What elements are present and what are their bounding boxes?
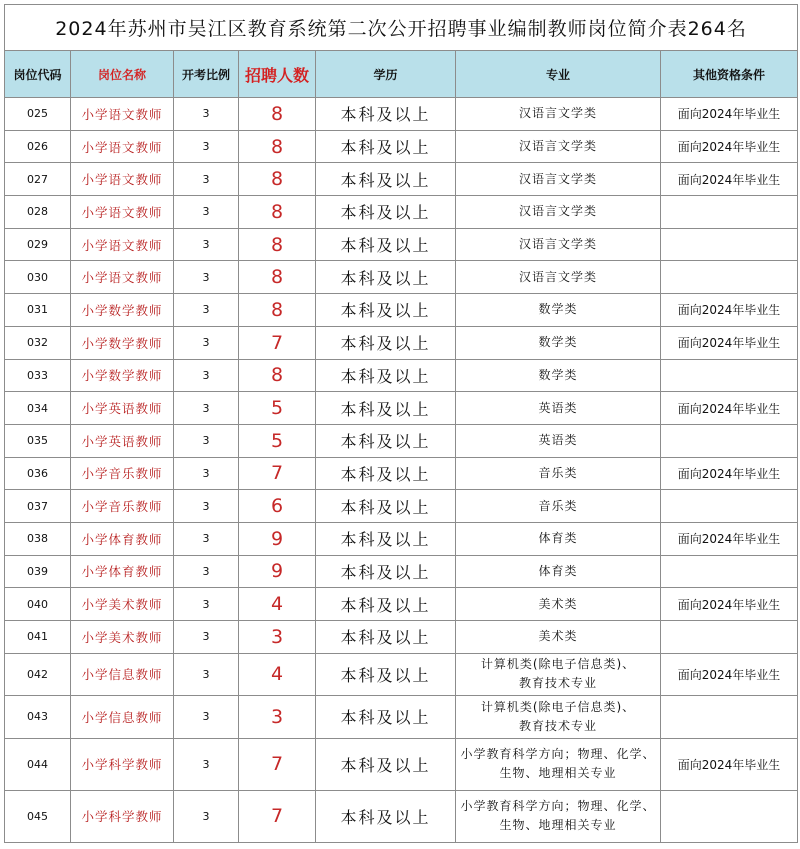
cell-name: 小学信息教师 — [71, 653, 174, 696]
header-major: 专业 — [456, 51, 661, 98]
major-line-2: 教育技术专业 — [518, 676, 597, 691]
cell-ratio: 3 — [174, 359, 239, 392]
cell-name: 小学英语教师 — [71, 392, 174, 425]
header-code: 岗位代码 — [5, 51, 71, 98]
cell-count: 3 — [239, 696, 316, 739]
table-row — [5, 196, 798, 229]
cell-education: 本科及以上 — [316, 424, 456, 457]
table-row — [5, 522, 798, 555]
cell-major: 美术类 — [456, 588, 661, 621]
cell-education: 本科及以上 — [316, 738, 456, 790]
table-row — [5, 130, 798, 163]
cell-code: 045 — [5, 790, 71, 842]
major-line-1: 小学教育科学方向；物理、化学、 — [460, 799, 656, 814]
cell-major: 数学类 — [456, 294, 661, 327]
cell-count: 7 — [239, 457, 316, 490]
cell-education: 本科及以上 — [316, 522, 456, 555]
cell-major — [456, 738, 661, 790]
cell-education: 本科及以上 — [316, 653, 456, 696]
header-ratio: 开考比例 — [174, 51, 239, 98]
cell-ratio: 3 — [174, 522, 239, 555]
table-row — [5, 424, 798, 457]
cell-name: 小学语文教师 — [71, 98, 174, 131]
cell-name: 小学体育教师 — [71, 555, 174, 588]
cell-name: 小学数学教师 — [71, 359, 174, 392]
cell-other — [661, 696, 798, 739]
cell-other — [661, 228, 798, 261]
cell-education: 本科及以上 — [316, 98, 456, 131]
cell-name: 小学美术教师 — [71, 621, 174, 654]
cell-name: 小学数学教师 — [71, 326, 174, 359]
cell-ratio: 3 — [174, 196, 239, 229]
cell-ratio: 3 — [174, 130, 239, 163]
cell-name: 小学语文教师 — [71, 130, 174, 163]
cell-count: 8 — [239, 359, 316, 392]
cell-education: 本科及以上 — [316, 359, 456, 392]
cell-code: 027 — [5, 163, 71, 196]
cell-education: 本科及以上 — [316, 696, 456, 739]
cell-ratio: 3 — [174, 424, 239, 457]
cell-code: 038 — [5, 522, 71, 555]
cell-major: 音乐类 — [456, 457, 661, 490]
cell-code: 029 — [5, 228, 71, 261]
table-row — [5, 457, 798, 490]
cell-major — [456, 653, 661, 696]
cell-other — [661, 261, 798, 294]
cell-other — [661, 359, 798, 392]
header-name: 岗位名称 — [71, 51, 174, 98]
cell-ratio: 3 — [174, 621, 239, 654]
cell-name: 小学科学教师 — [71, 790, 174, 842]
cell-major: 汉语言文学类 — [456, 98, 661, 131]
major-line-2: 生物、地理相关专业 — [499, 766, 617, 781]
cell-code: 040 — [5, 588, 71, 621]
cell-name: 小学语文教师 — [71, 228, 174, 261]
header-row — [5, 51, 798, 98]
cell-count: 8 — [239, 130, 316, 163]
cell-major: 美术类 — [456, 621, 661, 654]
cell-count: 5 — [239, 392, 316, 425]
cell-ratio: 3 — [174, 738, 239, 790]
table-row — [5, 653, 798, 696]
table-row — [5, 490, 798, 523]
cell-major: 体育类 — [456, 522, 661, 555]
cell-other — [661, 196, 798, 229]
table-row — [5, 555, 798, 588]
cell-count: 3 — [239, 621, 316, 654]
cell-count: 8 — [239, 261, 316, 294]
cell-ratio: 3 — [174, 653, 239, 696]
cell-other: 面向2024年毕业生 — [661, 130, 798, 163]
table-row — [5, 326, 798, 359]
cell-other — [661, 790, 798, 842]
cell-count: 8 — [239, 196, 316, 229]
table-row — [5, 359, 798, 392]
cell-ratio: 3 — [174, 457, 239, 490]
cell-name: 小学音乐教师 — [71, 490, 174, 523]
cell-major: 英语类 — [456, 392, 661, 425]
cell-code: 042 — [5, 653, 71, 696]
cell-code: 039 — [5, 555, 71, 588]
cell-ratio: 3 — [174, 163, 239, 196]
cell-education: 本科及以上 — [316, 228, 456, 261]
cell-ratio: 3 — [174, 588, 239, 621]
cell-other: 面向2024年毕业生 — [661, 98, 798, 131]
cell-code: 044 — [5, 738, 71, 790]
cell-ratio: 3 — [174, 261, 239, 294]
cell-count: 4 — [239, 588, 316, 621]
table-row — [5, 163, 798, 196]
table-row — [5, 696, 798, 739]
cell-ratio: 3 — [174, 696, 239, 739]
table-title: 2024年苏州市吴江区教育系统第二次公开招聘事业编制教师岗位简介表264名 — [5, 5, 798, 51]
cell-ratio: 3 — [174, 790, 239, 842]
cell-other: 面向2024年毕业生 — [661, 392, 798, 425]
cell-code: 026 — [5, 130, 71, 163]
cell-education: 本科及以上 — [316, 790, 456, 842]
major-line-1: 小学教育科学方向；物理、化学、 — [460, 747, 656, 762]
cell-ratio: 3 — [174, 228, 239, 261]
cell-other: 面向2024年毕业生 — [661, 588, 798, 621]
cell-education: 本科及以上 — [316, 490, 456, 523]
cell-ratio: 3 — [174, 392, 239, 425]
cell-education: 本科及以上 — [316, 621, 456, 654]
cell-education: 本科及以上 — [316, 555, 456, 588]
cell-major: 汉语言文学类 — [456, 130, 661, 163]
cell-count: 5 — [239, 424, 316, 457]
cell-name: 小学数学教师 — [71, 294, 174, 327]
cell-ratio: 3 — [174, 98, 239, 131]
major-line-1: 计算机类(除电子信息类)、 — [480, 699, 636, 714]
cell-education: 本科及以上 — [316, 326, 456, 359]
cell-education: 本科及以上 — [316, 457, 456, 490]
table-row — [5, 790, 798, 842]
cell-education: 本科及以上 — [316, 294, 456, 327]
cell-name: 小学语文教师 — [71, 163, 174, 196]
cell-code: 030 — [5, 261, 71, 294]
cell-count: 8 — [239, 294, 316, 327]
cell-education: 本科及以上 — [316, 130, 456, 163]
cell-count: 6 — [239, 490, 316, 523]
cell-other: 面向2024年毕业生 — [661, 653, 798, 696]
cell-education: 本科及以上 — [316, 196, 456, 229]
position-table-sheet — [4, 4, 797, 843]
cell-count: 4 — [239, 653, 316, 696]
table-row — [5, 392, 798, 425]
cell-name: 小学体育教师 — [71, 522, 174, 555]
cell-other: 面向2024年毕业生 — [661, 457, 798, 490]
cell-name: 小学语文教师 — [71, 261, 174, 294]
table-row — [5, 738, 798, 790]
table-body — [5, 98, 798, 843]
cell-education: 本科及以上 — [316, 163, 456, 196]
cell-count: 8 — [239, 228, 316, 261]
cell-name: 小学美术教师 — [71, 588, 174, 621]
header-education: 学历 — [316, 51, 456, 98]
cell-education: 本科及以上 — [316, 261, 456, 294]
cell-code: 025 — [5, 98, 71, 131]
cell-major — [456, 696, 661, 739]
table-row — [5, 621, 798, 654]
cell-other — [661, 555, 798, 588]
cell-ratio: 3 — [174, 555, 239, 588]
cell-code: 043 — [5, 696, 71, 739]
cell-other: 面向2024年毕业生 — [661, 738, 798, 790]
cell-ratio: 3 — [174, 294, 239, 327]
cell-name: 小学音乐教师 — [71, 457, 174, 490]
cell-count: 8 — [239, 163, 316, 196]
cell-education: 本科及以上 — [316, 588, 456, 621]
table-row — [5, 261, 798, 294]
table-row — [5, 228, 798, 261]
cell-other: 面向2024年毕业生 — [661, 294, 798, 327]
cell-other — [661, 424, 798, 457]
cell-code: 036 — [5, 457, 71, 490]
cell-major: 汉语言文学类 — [456, 163, 661, 196]
cell-ratio: 3 — [174, 490, 239, 523]
cell-code: 037 — [5, 490, 71, 523]
cell-name: 小学信息教师 — [71, 696, 174, 739]
major-line-1: 计算机类(除电子信息类)、 — [480, 657, 636, 672]
cell-name: 小学语文教师 — [71, 196, 174, 229]
cell-count: 9 — [239, 555, 316, 588]
major-line-2: 教育技术专业 — [518, 718, 597, 733]
cell-code: 032 — [5, 326, 71, 359]
cell-count: 7 — [239, 790, 316, 842]
cell-code: 034 — [5, 392, 71, 425]
cell-other: 面向2024年毕业生 — [661, 326, 798, 359]
cell-major: 汉语言文学类 — [456, 196, 661, 229]
cell-code: 028 — [5, 196, 71, 229]
cell-count: 8 — [239, 98, 316, 131]
table-row — [5, 98, 798, 131]
cell-count: 7 — [239, 738, 316, 790]
cell-name: 小学科学教师 — [71, 738, 174, 790]
cell-code: 033 — [5, 359, 71, 392]
cell-major: 数学类 — [456, 359, 661, 392]
cell-other — [661, 490, 798, 523]
cell-education: 本科及以上 — [316, 392, 456, 425]
cell-major: 数学类 — [456, 326, 661, 359]
header-other: 其他资格条件 — [661, 51, 798, 98]
cell-major — [456, 790, 661, 842]
cell-code: 031 — [5, 294, 71, 327]
table-row — [5, 588, 798, 621]
cell-count: 9 — [239, 522, 316, 555]
major-line-2: 生物、地理相关专业 — [499, 818, 617, 833]
cell-major: 英语类 — [456, 424, 661, 457]
cell-code: 035 — [5, 424, 71, 457]
header-count: 招聘人数 — [239, 51, 316, 98]
table-row — [5, 294, 798, 327]
cell-other: 面向2024年毕业生 — [661, 163, 798, 196]
cell-code: 041 — [5, 621, 71, 654]
cell-name: 小学英语教师 — [71, 424, 174, 457]
cell-other: 面向2024年毕业生 — [661, 522, 798, 555]
position-table — [4, 4, 798, 843]
cell-major: 汉语言文学类 — [456, 261, 661, 294]
cell-major: 汉语言文学类 — [456, 228, 661, 261]
cell-count: 7 — [239, 326, 316, 359]
cell-other — [661, 621, 798, 654]
cell-major: 体育类 — [456, 555, 661, 588]
cell-ratio: 3 — [174, 326, 239, 359]
cell-major: 音乐类 — [456, 490, 661, 523]
